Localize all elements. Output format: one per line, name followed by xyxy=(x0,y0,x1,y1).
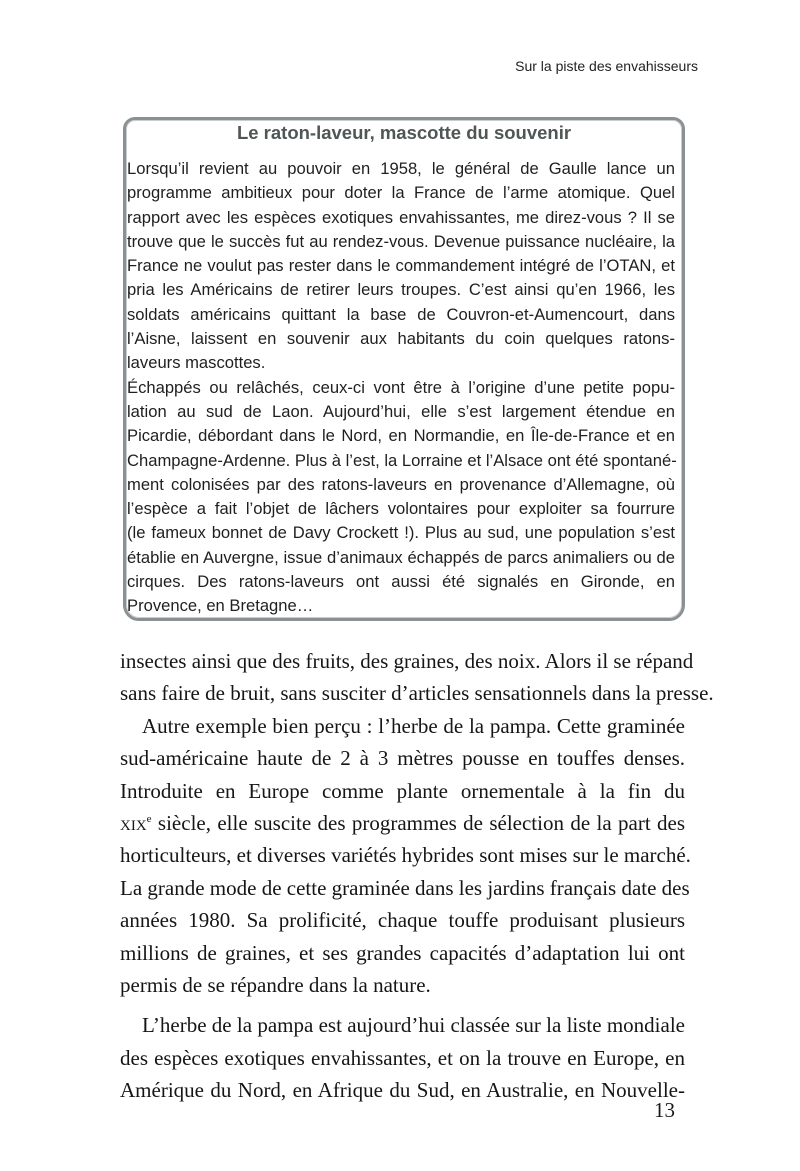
text-line: Introduite en Europe comme plante ornementale à la fin du xyxy=(120,778,685,803)
box-line: Échappés ou relâchés, ceux-ci vont être à l’origine d’une petite popu- xyxy=(127,377,675,397)
box-line: pria les Américains de retirer leurs troupes. C’est ainsi qu’en 1966, les xyxy=(127,280,675,300)
text-line: années 1980. Sa prolificité, chaque touffe produisant plusieurs xyxy=(120,908,685,933)
text-line: millions de graines, et ses grandes capacités d’adaptation lui ont xyxy=(120,940,685,965)
text-line: horticulteurs, et diverses variétés hybrides sont mises sur le marché. xyxy=(120,843,691,868)
running-head: Sur la piste des envahisseurs xyxy=(515,58,698,74)
box-line: trouve que le succès fut au rendez-vous. Devenue puissance nucléaire, la xyxy=(127,231,675,251)
text-line-rest: siècle, elle suscite des programmes de sélection de la part des xyxy=(157,811,686,836)
box-line: laveurs mascottes. xyxy=(127,353,266,373)
text-line: L’herbe de la pampa est aujourd’hui classée sur la liste mondiale xyxy=(142,1013,685,1038)
text-line: insectes ainsi que des fruits, des graines, des noix. Alors il se répand xyxy=(120,649,694,673)
box-line: ment colonisées par des ratons-laveurs en provenance d’Allemagne, où xyxy=(127,474,675,494)
sidebar-box-title: Le raton-laveur, mascotte du souvenir xyxy=(236,122,572,143)
box-line: (le fameux bonnet de Davy Crockett !). Plus au sud, une population s’est xyxy=(127,523,675,543)
century-roman: xix xyxy=(120,811,147,836)
box-line: l’Aisne, laissent en souvenir aux habitants du coin quelques ratons- xyxy=(127,329,675,349)
box-line: lation au sud de Laon. Aujourd’hui, elle s’est largement étendue en xyxy=(127,401,675,421)
page-number: 13 xyxy=(654,1098,675,1122)
box-line: Lorsqu’il revient au pouvoir en 1958, le général de Gaulle lance un xyxy=(127,159,675,178)
box-line: établie en Auvergne, issue d’animaux échappés de parcs animaliers ou de xyxy=(127,547,675,567)
text-line: La grande mode de cette graminée dans les jardins français date des xyxy=(120,875,690,900)
text-line: des espèces exotiques envahissantes, et on la trouve en Europe, en xyxy=(120,1045,685,1070)
main-text xyxy=(120,645,714,1107)
box-line: Provence, en Bretagne… xyxy=(127,596,314,616)
box-line: cirques. Des ratons-laveurs ont aussi été signalés en Gironde, en xyxy=(127,572,675,592)
text-line: sud-américaine haute de 2 à 3 mètres pousse en touffes denses. xyxy=(120,746,685,771)
box-line: France ne voulut pas rester dans le commandement intégré de l’OTAN, et xyxy=(127,256,675,276)
paragraph-gap xyxy=(120,1001,685,1009)
text-line xyxy=(120,807,685,839)
box-line: l’espèce a fait l’objet de lâchers volontaires pour exploiter sa fourrure xyxy=(127,499,675,519)
century-suffix: e xyxy=(146,813,152,826)
box-line: rapport avec les espèces exotiques envahissantes, me direz-vous ? Il se xyxy=(127,207,675,227)
text-line: permis de se répandre dans la nature. xyxy=(120,973,431,998)
box-line: Champagne-Ardenne. Plus à l’est, la Lorraine et l’Alsace ont été spontané- xyxy=(127,450,677,470)
sidebar-box-body xyxy=(127,157,675,619)
text-line: Autre exemple bien perçu : l’herbe de la pampa. Cette graminée xyxy=(142,713,685,738)
text-line: sans faire de bruit, sans susciter d’articles sensationnels dans la presse. xyxy=(120,681,714,706)
box-line: Picardie, débordant dans le Nord, en Normandie, en Île-de-France et en xyxy=(127,426,675,446)
text-line: Amérique du Nord, en Afrique du Sud, en Australie, en Nouvelle- xyxy=(120,1078,685,1103)
box-line: programme ambitieux pour doter la France de l’arme atomique. Quel xyxy=(127,183,675,203)
box-line: soldats américains quittant la base de Couvron-et-Aumencourt, dans xyxy=(127,304,675,324)
